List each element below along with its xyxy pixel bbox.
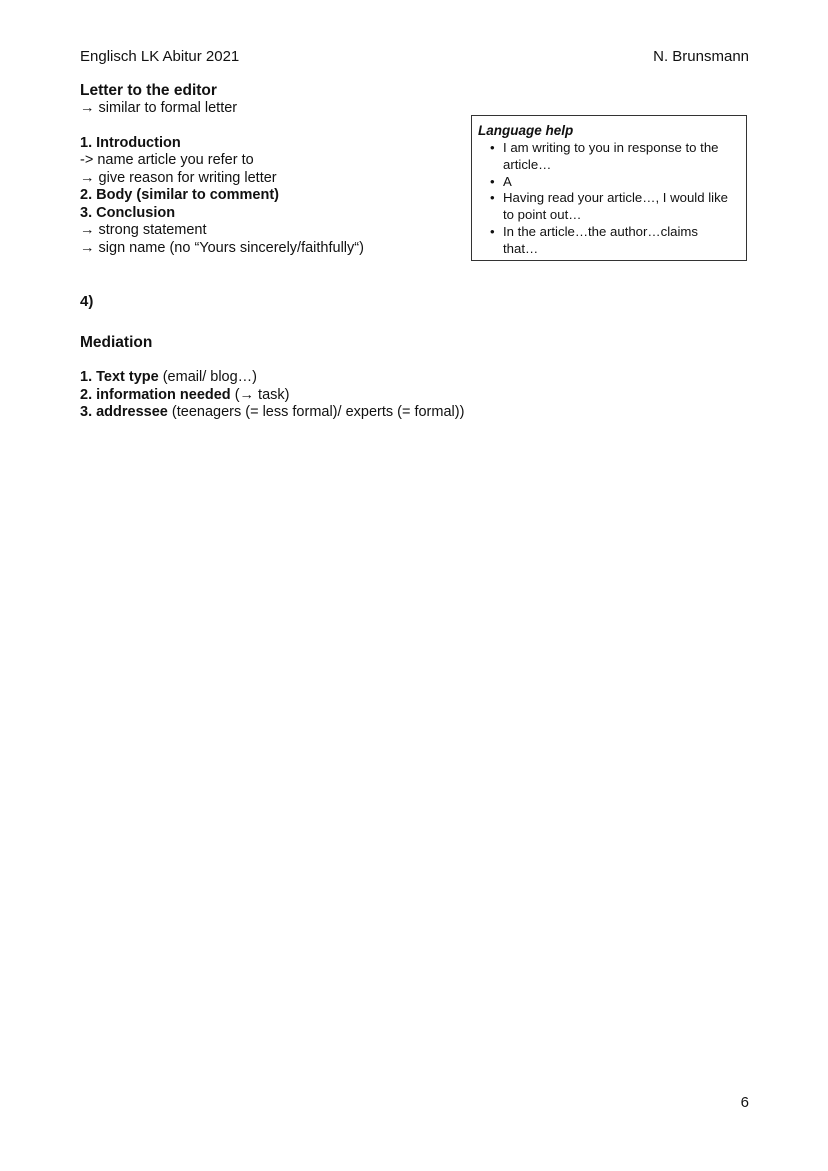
language-help-item: • Having read your article…, I would like to point out… <box>490 190 729 223</box>
conclusion-heading: 3. Conclusion <box>80 204 176 221</box>
intro-point-1: -> name article you refer to <box>80 152 254 168</box>
intro-point-2: → give reason for writing letter <box>80 169 277 186</box>
language-help-box <box>471 115 747 261</box>
page-number: 6 <box>740 1094 749 1111</box>
bullet-icon: • <box>490 190 495 206</box>
header-course-title: Englisch LK Abitur 2021 <box>80 48 240 65</box>
bullet-icon: • <box>490 173 495 189</box>
letter-to-editor-section <box>80 82 364 257</box>
body-heading: 2. Body (similar to comment) <box>80 187 280 203</box>
introduction-heading: 1. Introduction <box>80 134 181 151</box>
mediation-title: Mediation <box>80 334 153 351</box>
letter-subtitle: → similar to formal letter <box>80 100 238 116</box>
mediation-item: 3. addressee (teenagers (= less formal)/ experts (= formal)) <box>80 404 465 420</box>
language-help-item: • A <box>490 173 512 189</box>
language-help-item: • In the article…the author…claims that… <box>490 223 698 256</box>
conclusion-point-1: → strong statement <box>80 222 207 238</box>
letter-title: Letter to the editor <box>80 82 217 99</box>
language-help-list <box>478 140 740 258</box>
bullet-icon: • <box>490 140 495 155</box>
language-help-item: • I am writing to you in response to the article… <box>490 140 719 172</box>
language-help-title: Language help <box>478 123 574 138</box>
section-number: 4) <box>80 293 94 310</box>
conclusion-point-2: → sign name (no “Yours sincerely/faithfully“) <box>80 239 364 256</box>
header-author: N. Brunsmann <box>653 48 749 65</box>
mediation-item: 2. information needed (→ task) <box>80 386 290 403</box>
mediation-item: 1. Text type (email/ blog…) <box>80 369 258 385</box>
mediation-list <box>80 369 464 422</box>
bullet-icon: • <box>490 223 495 239</box>
